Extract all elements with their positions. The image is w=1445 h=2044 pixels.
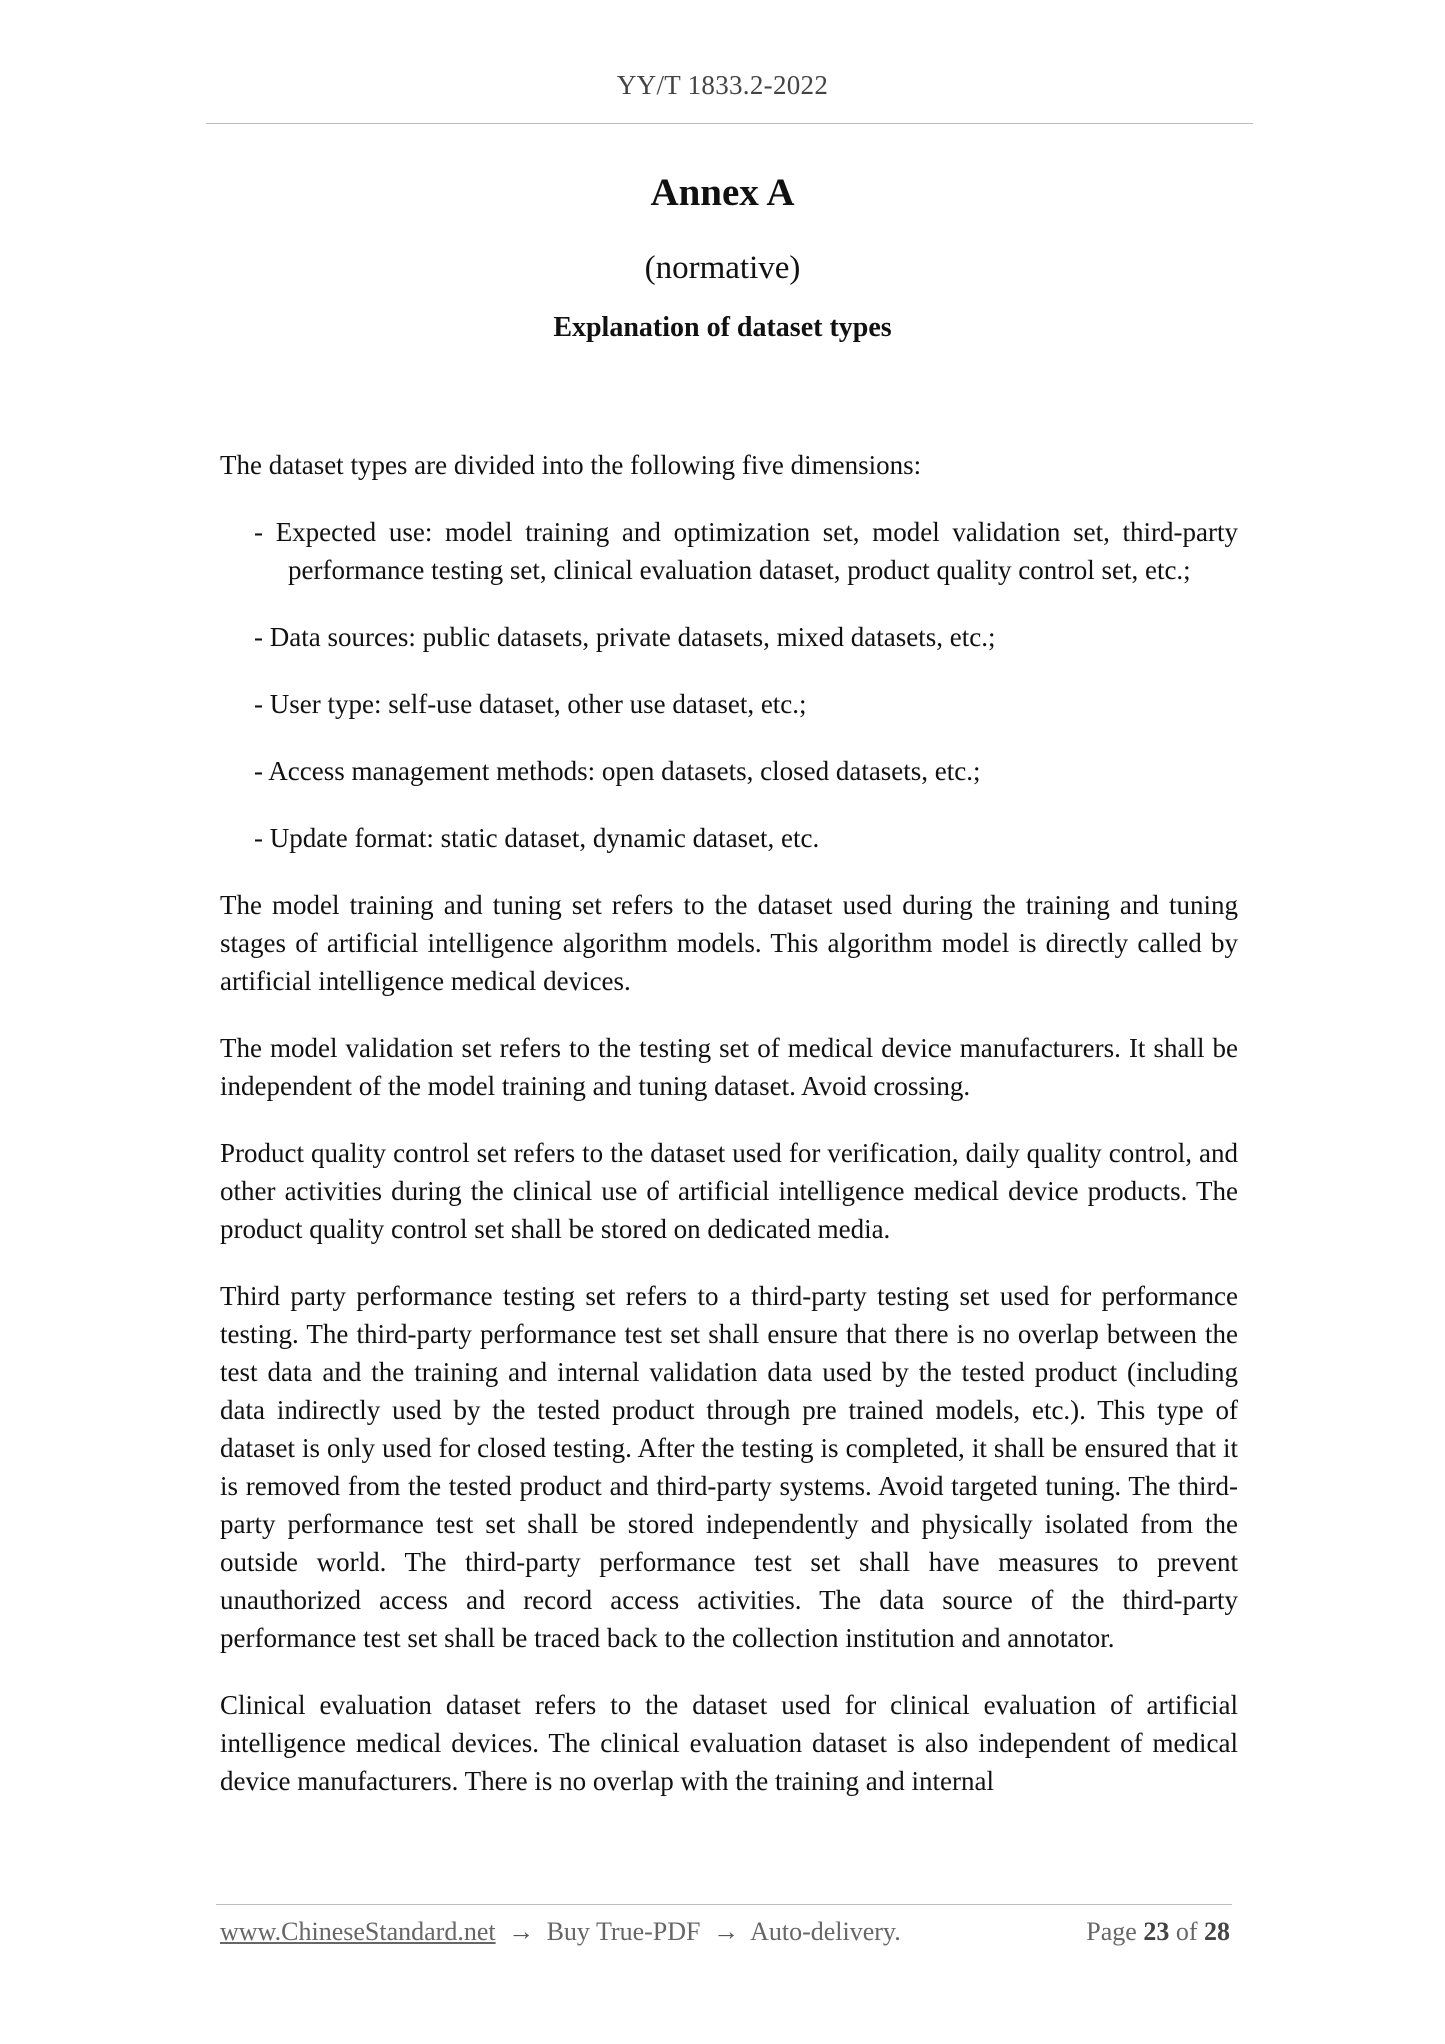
- page-number: [1086, 1917, 1230, 1947]
- document-body: [220, 446, 1238, 1829]
- paragraph-third-party-set: Third party performance testing set refers to a third-party testing set used for performance testing. The third-party performance test set shall ensure that there is no overlap between the test data and the training and internal validation data used by the tested product (including data indirectly used by the tested product through pre trained models, etc.). This type of dataset is only used for closed testing. After the testing is completed, it shall be ensured that it is removed from the tested product and third-party systems. Avoid targeted tuning. The third-party performance test set shall be stored independently and physically isolated from the outside world. The third-party performance test set shall have measures to prevent unauthorized access and record access activities. The data source of the third-party performance test set shall be traced back to the collection institution and annotator.: [220, 1281, 1238, 1653]
- footer-promo: [220, 1917, 901, 1947]
- paragraph-training-set: The model training and tuning set refers to the dataset used during the training and tuning stages of artificial intelligence algorithm models. This algorithm model is directly called by artificial intelligence medical devices.: [220, 890, 1238, 996]
- page-of-label: of: [1175, 1917, 1198, 1946]
- paragraph-quality-control-set: Product quality control set refers to the dataset used for verification, daily quality control, and other activities during the clinical use of artificial intelligence medical device products. The product quality control set shall be stored on dedicated media.: [220, 1138, 1238, 1244]
- page-label: Page: [1086, 1917, 1137, 1946]
- dimension-list: [220, 513, 1238, 857]
- page-footer: [220, 1917, 1230, 1957]
- list-item: - Data sources: public datasets, private datasets, mixed datasets, etc.;: [254, 622, 996, 652]
- page-current: 23: [1143, 1917, 1170, 1946]
- arrow-right-icon: →: [713, 1917, 739, 1946]
- paragraph-validation-set: The model validation set refers to the testing set of medical device manufacturers. It shall be independent of the model training and tuning dataset. Avoid crossing.: [220, 1033, 1238, 1101]
- buy-pdf-text: Buy True-PDF: [546, 1917, 701, 1946]
- intro-paragraph: The dataset types are divided into the following five dimensions:: [220, 450, 922, 480]
- header-divider: [206, 123, 1253, 124]
- annex-subtitle: Explanation of dataset types: [553, 312, 892, 343]
- list-item: - Update format: static dataset, dynamic dataset, etc.: [254, 823, 820, 853]
- footer-divider: [216, 1904, 1232, 1905]
- auto-delivery-text: Auto-delivery.: [750, 1917, 901, 1946]
- website-link[interactable]: www.ChineseStandard.net: [220, 1917, 496, 1946]
- list-item: - Access management methods: open datasets, closed datasets, etc.;: [254, 756, 981, 786]
- paragraph-clinical-evaluation-set: Clinical evaluation dataset refers to the dataset used for clinical evaluation of artificial intelligence medical devices. The clinical evaluation dataset is also independent of medical device manufacturers. There is no overlap with the training and internal: [220, 1690, 1238, 1796]
- document-header-id: YY/T 1833.2-2022: [616, 70, 829, 100]
- list-item: - Expected use: model training and optimization set, model validation set, third-party performance testing set, clinical evaluation dataset, product quality control set, etc.;: [254, 517, 1238, 585]
- page-total: 28: [1204, 1917, 1230, 1946]
- annex-title: Annex A: [650, 171, 795, 214]
- annex-type: (normative): [644, 250, 801, 286]
- list-item: - User type: self-use dataset, other use dataset, etc.;: [254, 689, 807, 719]
- arrow-right-icon: →: [508, 1917, 535, 1946]
